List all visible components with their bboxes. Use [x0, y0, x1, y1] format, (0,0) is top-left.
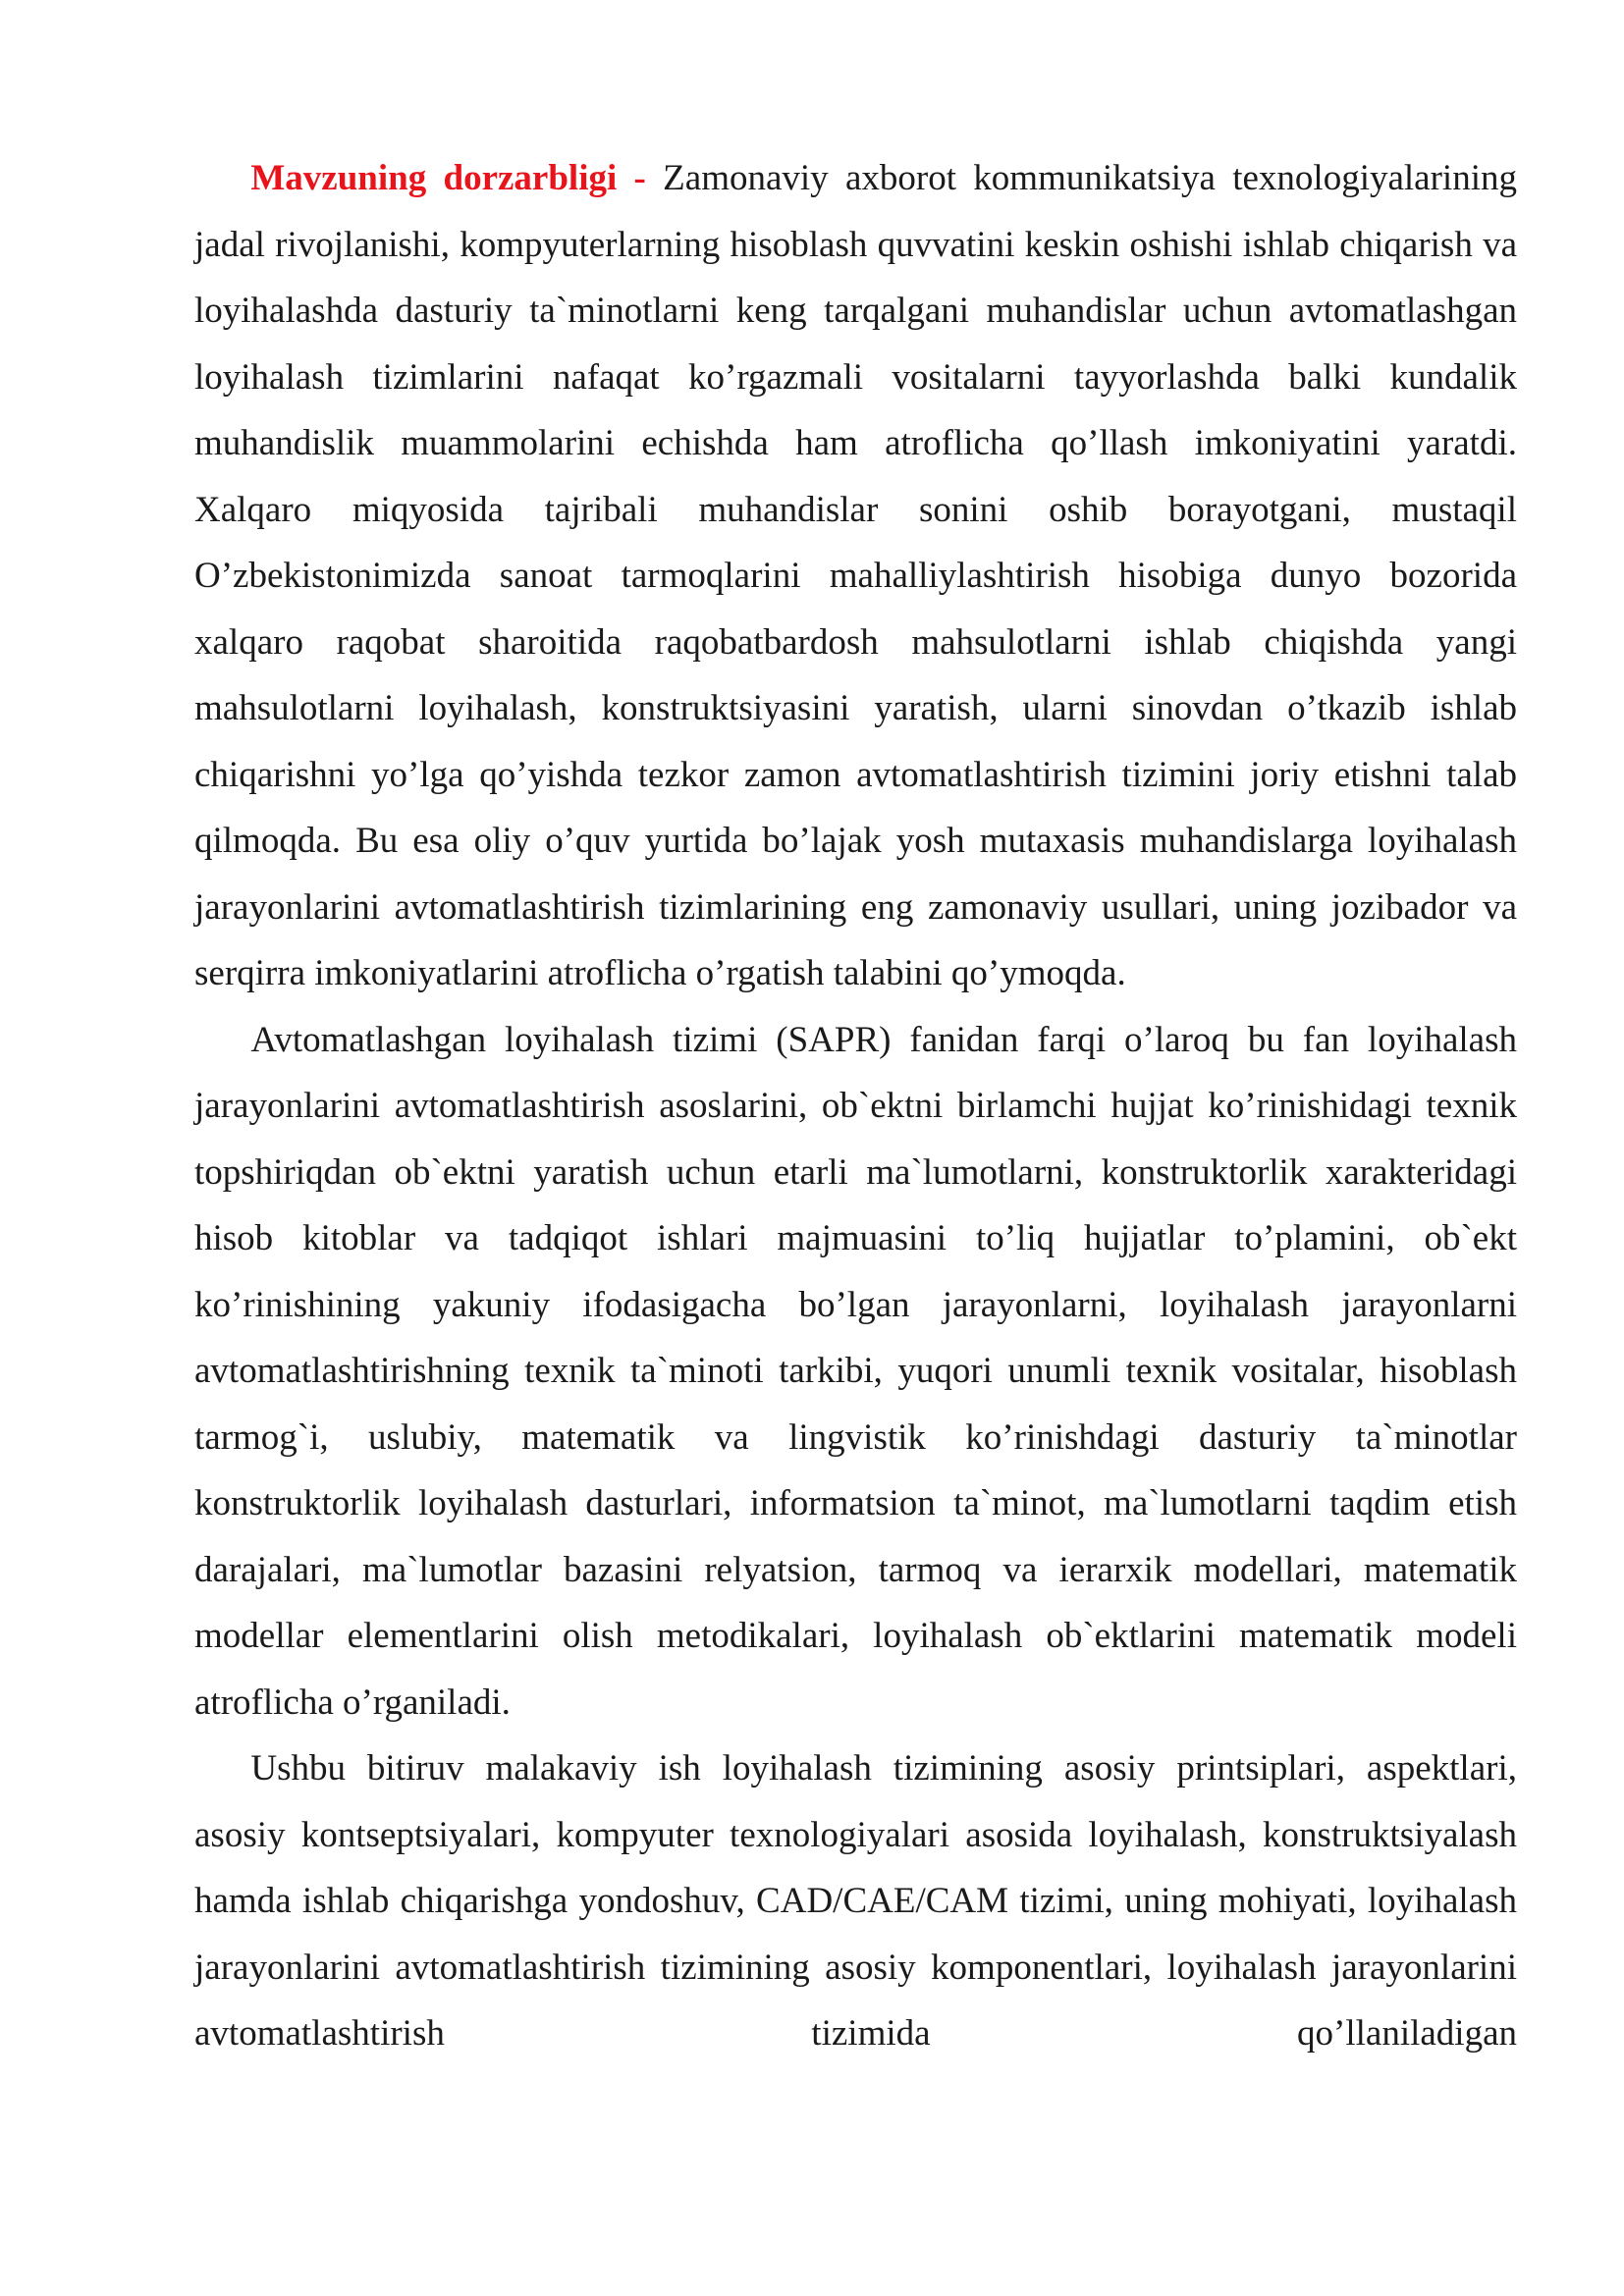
paragraph-thesis-scope: [194, 1735, 1517, 2067]
paragraph-sapr: [194, 1007, 1517, 1736]
relevance-heading: Mavzuning dorzarbligi -: [250, 158, 646, 198]
sapr-text: Avtomatlashgan loyihalash tizimi (SAPR) fanidan farqi o’laroq bu fan loyihalash jarayonlarini avtomatlashtirish asoslarini, ob`ektni birlamchi hujjat ko’rinishidagi texnik topshiriqdan ob`ektni yaratish uchun etarli ma`lumotlarni, konstruktorlik xarakteridagi hisob kitoblar va tadqiqot ishlari majmuasini to’liq hujjatlar to’plamini, ob`ekt ko’rinishining yakuniy ifodasigacha bo’lgan jarayonlarni, loyihalash jarayonlarni avtomatlashtirishning texnik ta`minoti tarkibi, yuqori unumli texnik vositalar, hisoblash tarmog`i, uslubiy, matematik va lingvistik ko’rinishdagi dasturiy ta`minotlar konstruktorlik loyihalash dasturlari, informatsion ta`minot, ma`lumotlarni taqdim etish darajalari, ma`lumotlar bazasini relyatsion, tarmoq va ierarxik modellari, matematik modellar elementlarini olish metodikalari, loyihalash ob`ektlarini matematik modeli atroflicha o’rganiladi.: [194, 1019, 1517, 1723]
relevance-text: Zamonaviy axborot kommunikatsiya texnologiyalarining jadal rivojlanishi, kompyuterlarning hisoblash quvvatini keskin oshishi ishlab chiqarish va loyihalashda dasturiy ta`minotlarni keng tarqalgani muhandislar uchun avtomatlashgan loyihalash tizimlarini nafaqat ko’rgazmali vositalarni tayyorlashda balki kundalik muhandislik muammolarini echishda ham atroflicha qo’llash imkoniyatini yaratdi. Xalqaro miqyosida tajribali muhandislar sonini oshib borayotgani, mustaqil O’zbekistonimizda sanoat tarmoqlarini mahalliylashtirish hisobiga dunyo bozorida xalqaro raqobat sharoitida raqobatbardosh mahsulotlarni ishlab chiqishda yangi mahsulotlarni loyihalash, konstruktsiyasini yaratish, ularni sinovdan o’tkazib ishlab chiqarishni yo’lga qo’yishda tezkor zamon avtomatlashtirish tizimini joriy etishni talab qilmoqda. Bu esa oliy o’quv yurtida bo’lajak yosh mutaxasis muhandislarga loyihalash jarayonlarini avtomatlashtirish tizimlarining eng zamonaviy usullari, uning jozibador va serqirra imkoniyatlarini atroflicha o’rgatish talabini qo’ymoqda.: [194, 158, 1517, 993]
paragraph-relevance: [194, 145, 1517, 1007]
thesis-scope-text: Ushbu bitiruv malakaviy ish loyihalash tizimining asosiy printsiplari, aspektlari, asosiy kontseptsiyalari, kompyuter texnologiyalari asosida loyihalash, konstruktsiyalash hamda ishlab chiqarishga yondoshuv, CAD/CAE/CAM tizimi, uning mohiyati, loyihalash jarayonlarini avtomatlashtirish tizimining asosiy komponentlari, loyihalash jarayonlarini avtomatlashtirish tizimida qo’llaniladigan: [194, 1748, 1517, 2054]
document-body: [194, 145, 1517, 2067]
